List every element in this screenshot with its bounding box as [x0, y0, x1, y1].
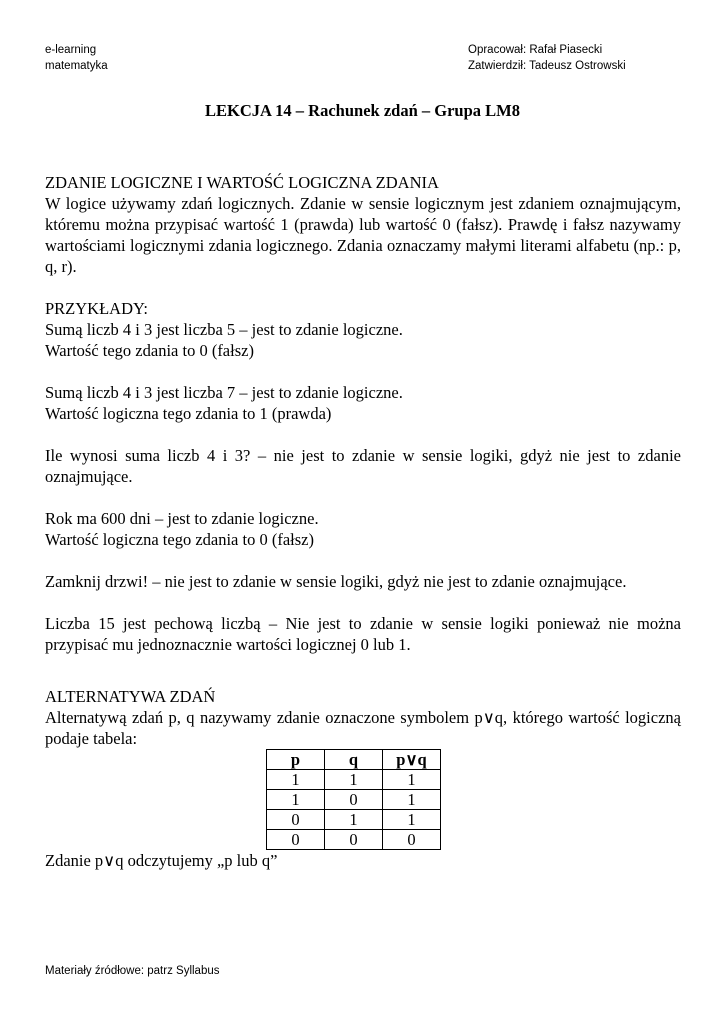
- header-course: e-learning: [45, 44, 97, 56]
- example-5: Zamknij drzwi! – nie jest to zdanie w sensie logiki, gdyż nie jest to zdanie oznajmujące.: [45, 572, 627, 591]
- header-approver: Zatwierdził: Tadeusz Ostrowski: [468, 60, 626, 72]
- example-4-line-2: Wartość logiczna tego zdania to 0 (fałsz): [45, 530, 314, 549]
- document-body: [45, 172, 681, 871]
- table-cell: 1: [383, 810, 441, 830]
- section-paragraph-logical-sentence: W logice używamy zdań logicznych. Zdanie w sensie logicznym jest zdaniem oznajmującym, któremu można przypisać wartość 1 (prawda) lub wartość 0 (fałsz). Prawdę i fałsz nazywamy wartościami logicznymi zdania logicznego. Zdania oznaczamy małymi literami alfabetu (np.: p, q, r).: [45, 194, 681, 276]
- examples-heading: PRZYKŁADY:: [45, 299, 148, 318]
- header-left: [45, 42, 108, 74]
- header-right: [468, 42, 626, 74]
- table-cell: 0: [325, 790, 383, 810]
- table-cell: 1: [267, 770, 325, 790]
- section-heading-logical-sentence: ZDANIE LOGICZNE I WARTOŚĆ LOGICZNA ZDANIA: [45, 173, 439, 192]
- example-1-line-1: Sumą liczb 4 i 3 jest liczba 5 – jest to zdanie logiczne.: [45, 320, 403, 339]
- example-6: Liczba 15 jest pechową liczbą – Nie jest to zdanie w sensie logiki ponieważ nie można przypisać mu jednoznacznie wartości logicznej 0 lub 1.: [45, 614, 681, 654]
- table-cell: 0: [383, 830, 441, 850]
- page-title: LEKCJA 14 – Rachunek zdań – Grupa LM8: [205, 101, 520, 120]
- footer-sources: Materiały źródłowe: patrz Syllabus: [45, 965, 220, 977]
- section-heading-alternative: ALTERNATYWA ZDAŃ: [45, 687, 216, 706]
- truth-table-header-row: [267, 750, 441, 770]
- example-1-line-2: Wartość tego zdania to 0 (fałsz): [45, 341, 254, 360]
- truth-table-header-result: p∨q: [383, 750, 441, 770]
- table-cell: 0: [325, 830, 383, 850]
- truth-table-header-q: q: [325, 750, 383, 770]
- table-cell: 1: [267, 790, 325, 810]
- header-author: Opracował: Rafał Piasecki: [468, 44, 603, 56]
- alternative-reading: Zdanie p∨q odczytujemy „p lub q”: [45, 851, 278, 870]
- truth-table-header-p: p: [267, 750, 325, 770]
- table-cell: 1: [383, 790, 441, 810]
- table-row: [267, 790, 441, 810]
- table-cell: 0: [267, 810, 325, 830]
- table-row: [267, 830, 441, 850]
- header-subject: matematyka: [45, 60, 108, 72]
- example-2-line-1: Sumą liczb 4 i 3 jest liczba 7 – jest to zdanie logiczne.: [45, 383, 403, 402]
- truth-table: [266, 749, 441, 850]
- table-row: [267, 810, 441, 830]
- example-4-line-1: Rok ma 600 dni – jest to zdanie logiczne.: [45, 509, 319, 528]
- table-cell: 0: [267, 830, 325, 850]
- table-cell: 1: [325, 810, 383, 830]
- section-paragraph-alternative: Alternatywą zdań p, q nazywamy zdanie oznaczone symbolem p∨q, którego wartość logiczną podaje tabela:: [45, 708, 681, 748]
- table-cell: 1: [325, 770, 383, 790]
- table-row: [267, 770, 441, 790]
- table-cell: 1: [383, 770, 441, 790]
- example-2-line-2: Wartość logiczna tego zdania to 1 (prawda): [45, 404, 332, 423]
- example-3: Ile wynosi suma liczb 4 i 3? – nie jest to zdanie w sensie logiki, gdyż nie jest to zdanie oznajmujące.: [45, 446, 681, 486]
